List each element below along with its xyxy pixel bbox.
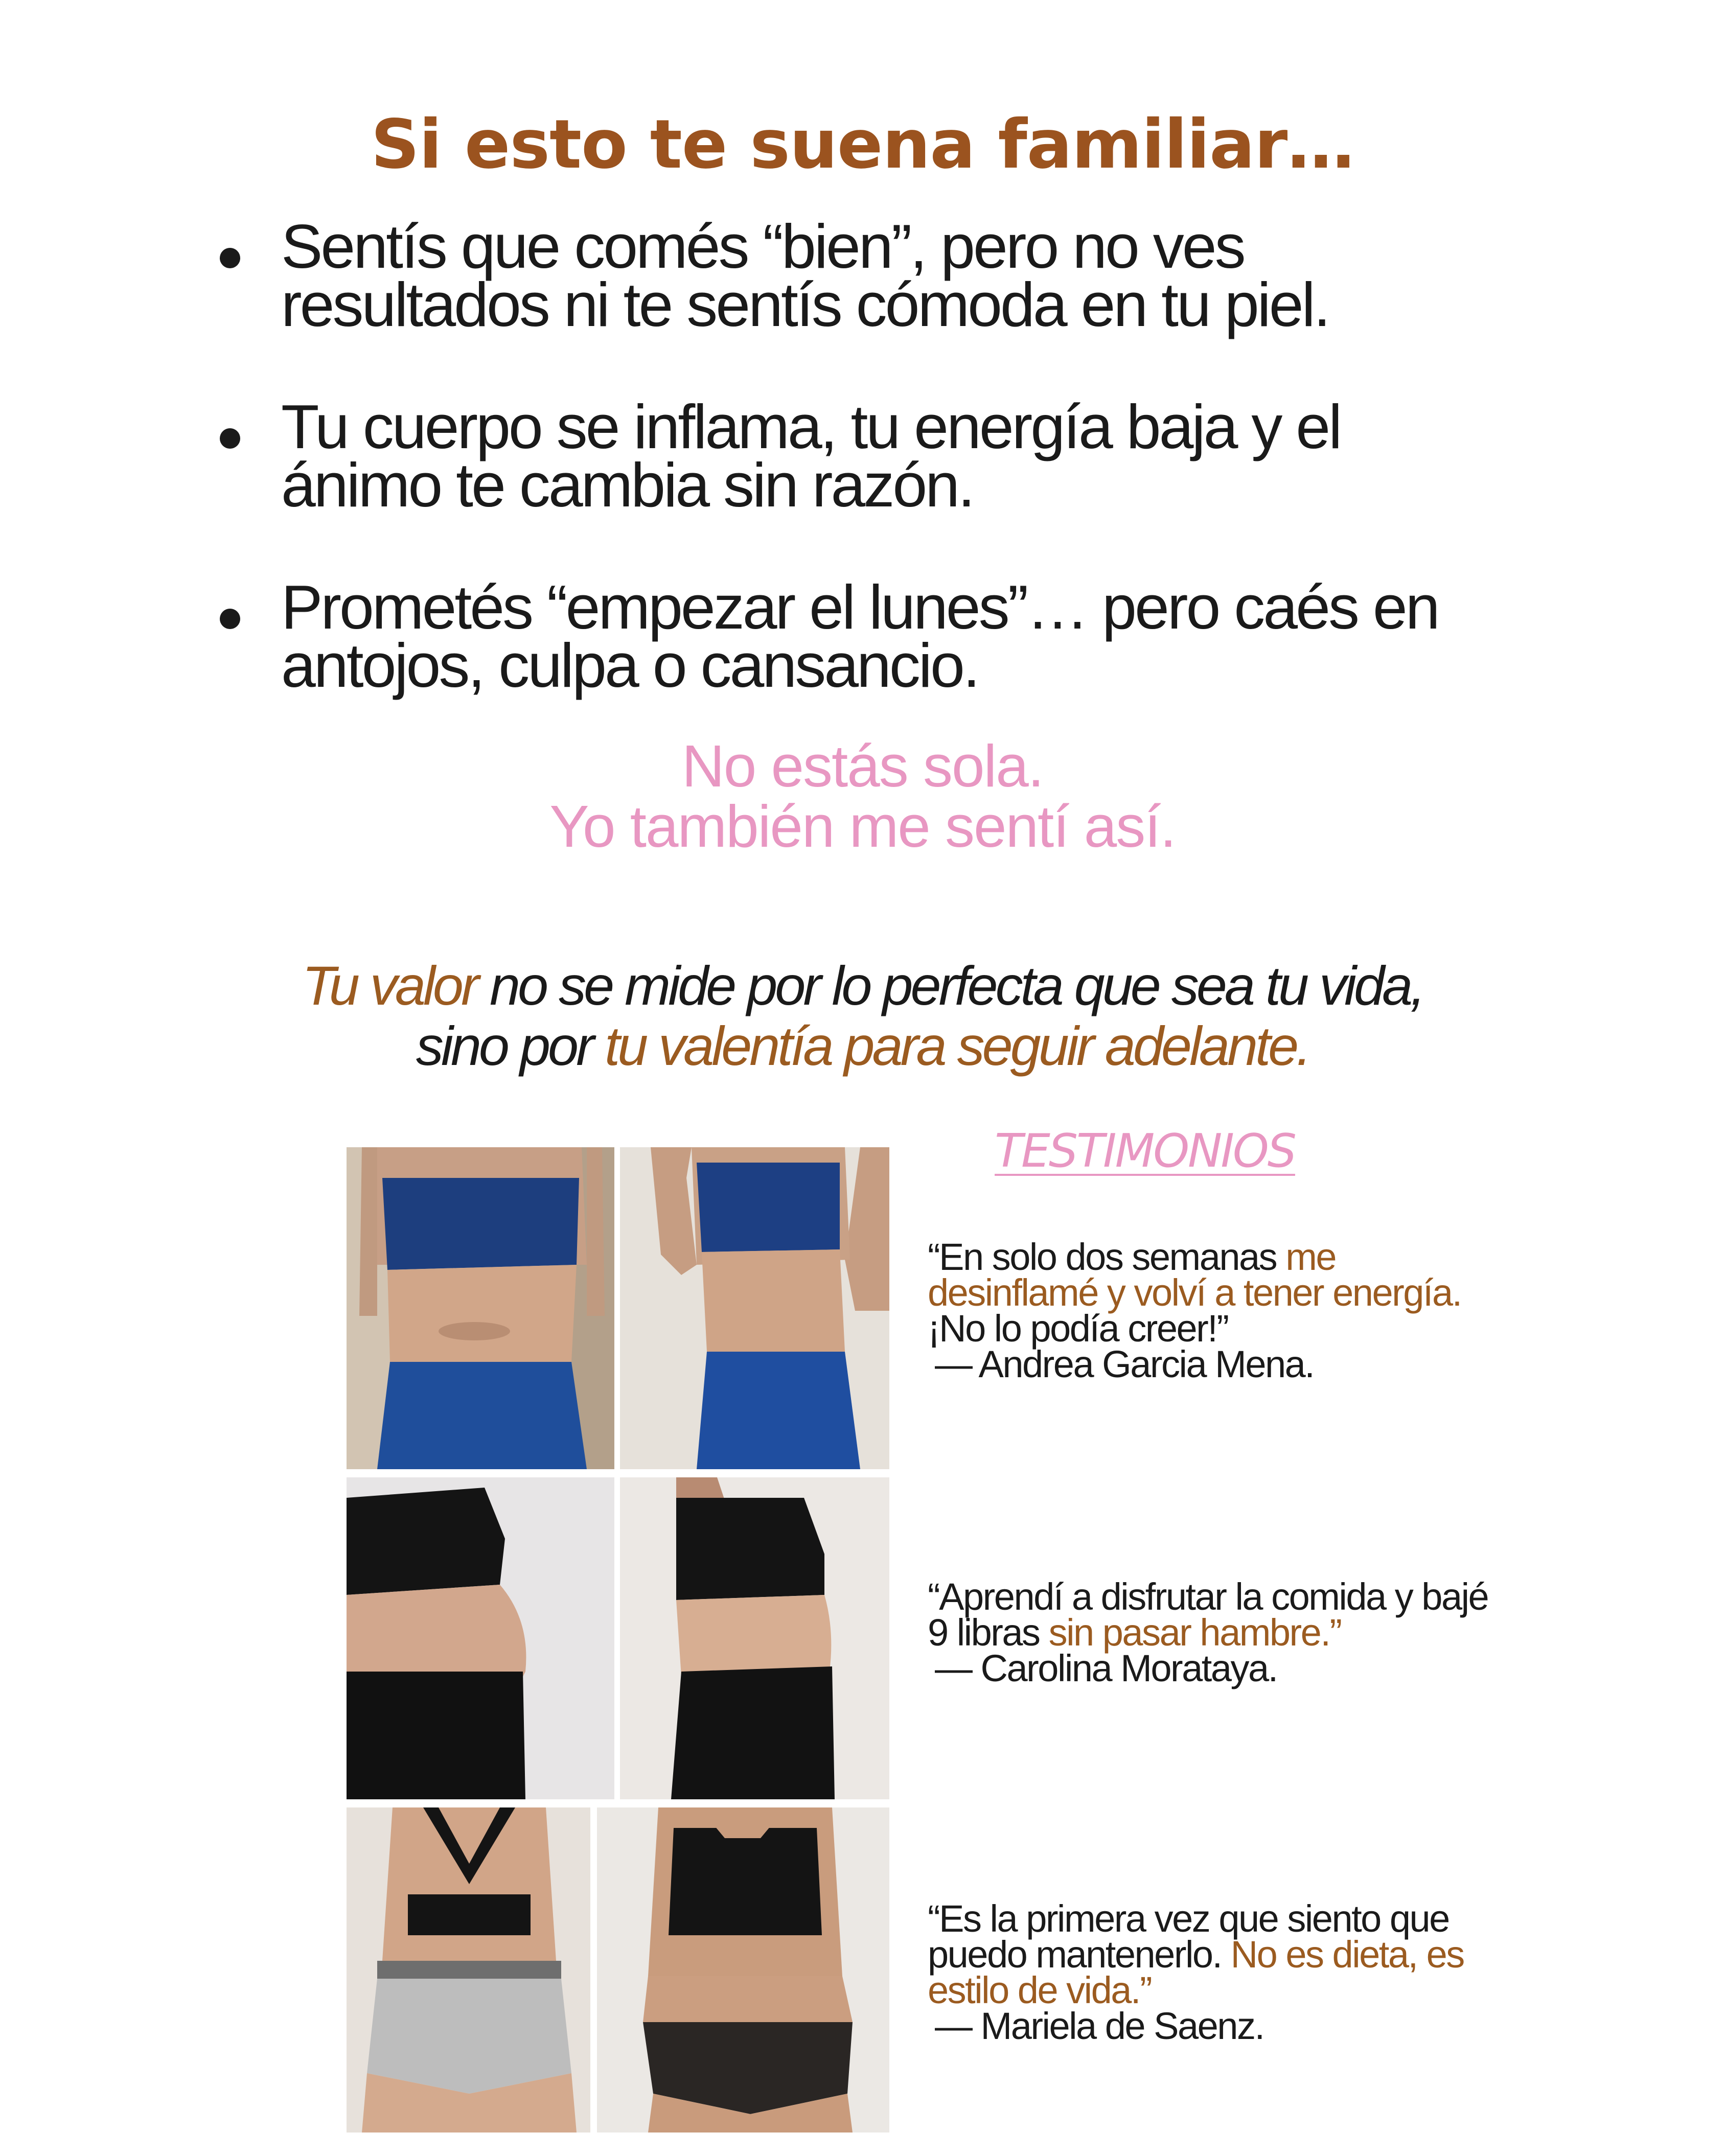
- bullet-item: [215, 212, 1595, 339]
- quote-line-2: [0, 1016, 1725, 1076]
- value-quote: [0, 956, 1725, 1076]
- before-photo-front: [347, 1147, 614, 1469]
- before-photo-back: [347, 1807, 590, 2132]
- bullet-text: Prometés “empezar el lunes”… pero caés en antojos, culpa o cansancio.: [281, 572, 1438, 700]
- quote-highlight: Tu valor: [302, 955, 477, 1016]
- testimonial-3: [928, 1897, 1500, 2047]
- quote-text: sino por: [416, 1015, 605, 1077]
- quote-text: no se mide por lo perfecta que sea tu vida,: [476, 955, 1423, 1016]
- after-photo-side: [620, 1477, 889, 1799]
- reassurance-message: [0, 733, 1725, 860]
- bullet-dot-icon: [220, 609, 240, 629]
- after-photo-back: [597, 1807, 889, 2132]
- bullet-dot-icon: [220, 248, 240, 268]
- testimonial-2: [928, 1575, 1500, 1689]
- bullet-text: Tu cuerpo se inflama, tu energía baja y el ánimo te cambia sin razón.: [281, 392, 1341, 520]
- quote-highlight: tu valentía para seguir adelante.: [605, 1015, 1309, 1077]
- quote-line-1: [0, 956, 1725, 1016]
- page-heading: Si esto te suena familiar…: [371, 105, 1354, 184]
- bullet-dot-icon: [220, 428, 240, 449]
- bullet-item: [215, 392, 1595, 520]
- testimonial-highlight: No es dieta, es estilo de vida.”: [928, 1933, 1464, 2011]
- testimonial-text: “En solo dos semanas: [928, 1236, 1286, 1278]
- testimonial-text: ¡No lo podía creer!”: [928, 1307, 1228, 1350]
- reassurance-line-1: No estás sola.: [681, 733, 1044, 799]
- testimonial-author: — Carolina Morataya.: [935, 1647, 1277, 1689]
- testimonial-author: — Andrea Garcia Mena.: [935, 1343, 1314, 1385]
- testimonial-author: — Mariela de Saenz.: [935, 2005, 1264, 2047]
- testimonial-1: [928, 1236, 1500, 1385]
- before-after-photo-grid: [347, 1147, 889, 2132]
- reassurance-line-2: Yo también me sentí así.: [549, 793, 1176, 860]
- before-photo-side: [347, 1477, 614, 1799]
- testimonials-title: TESTIMONIOS: [995, 1124, 1295, 1178]
- testimonial-text: “Aprendí a disfrutar la comida y bajé 9 libras: [928, 1575, 1488, 1654]
- bullet-list: [215, 212, 1595, 758]
- after-photo-front: [620, 1147, 889, 1469]
- testimonial-highlight: me desinflamé y volví a tener energía.: [928, 1236, 1461, 1314]
- bullet-text: Sentís que comés “bien”, pero no ves resultados ni te sentís cómoda en tu piel.: [281, 212, 1329, 339]
- bullet-item: [215, 572, 1595, 700]
- testimonial-highlight: sin pasar hambre.”: [1048, 1611, 1341, 1654]
- testimonial-text: “Es la primera vez que siento que puedo mantenerlo.: [928, 1897, 1449, 1976]
